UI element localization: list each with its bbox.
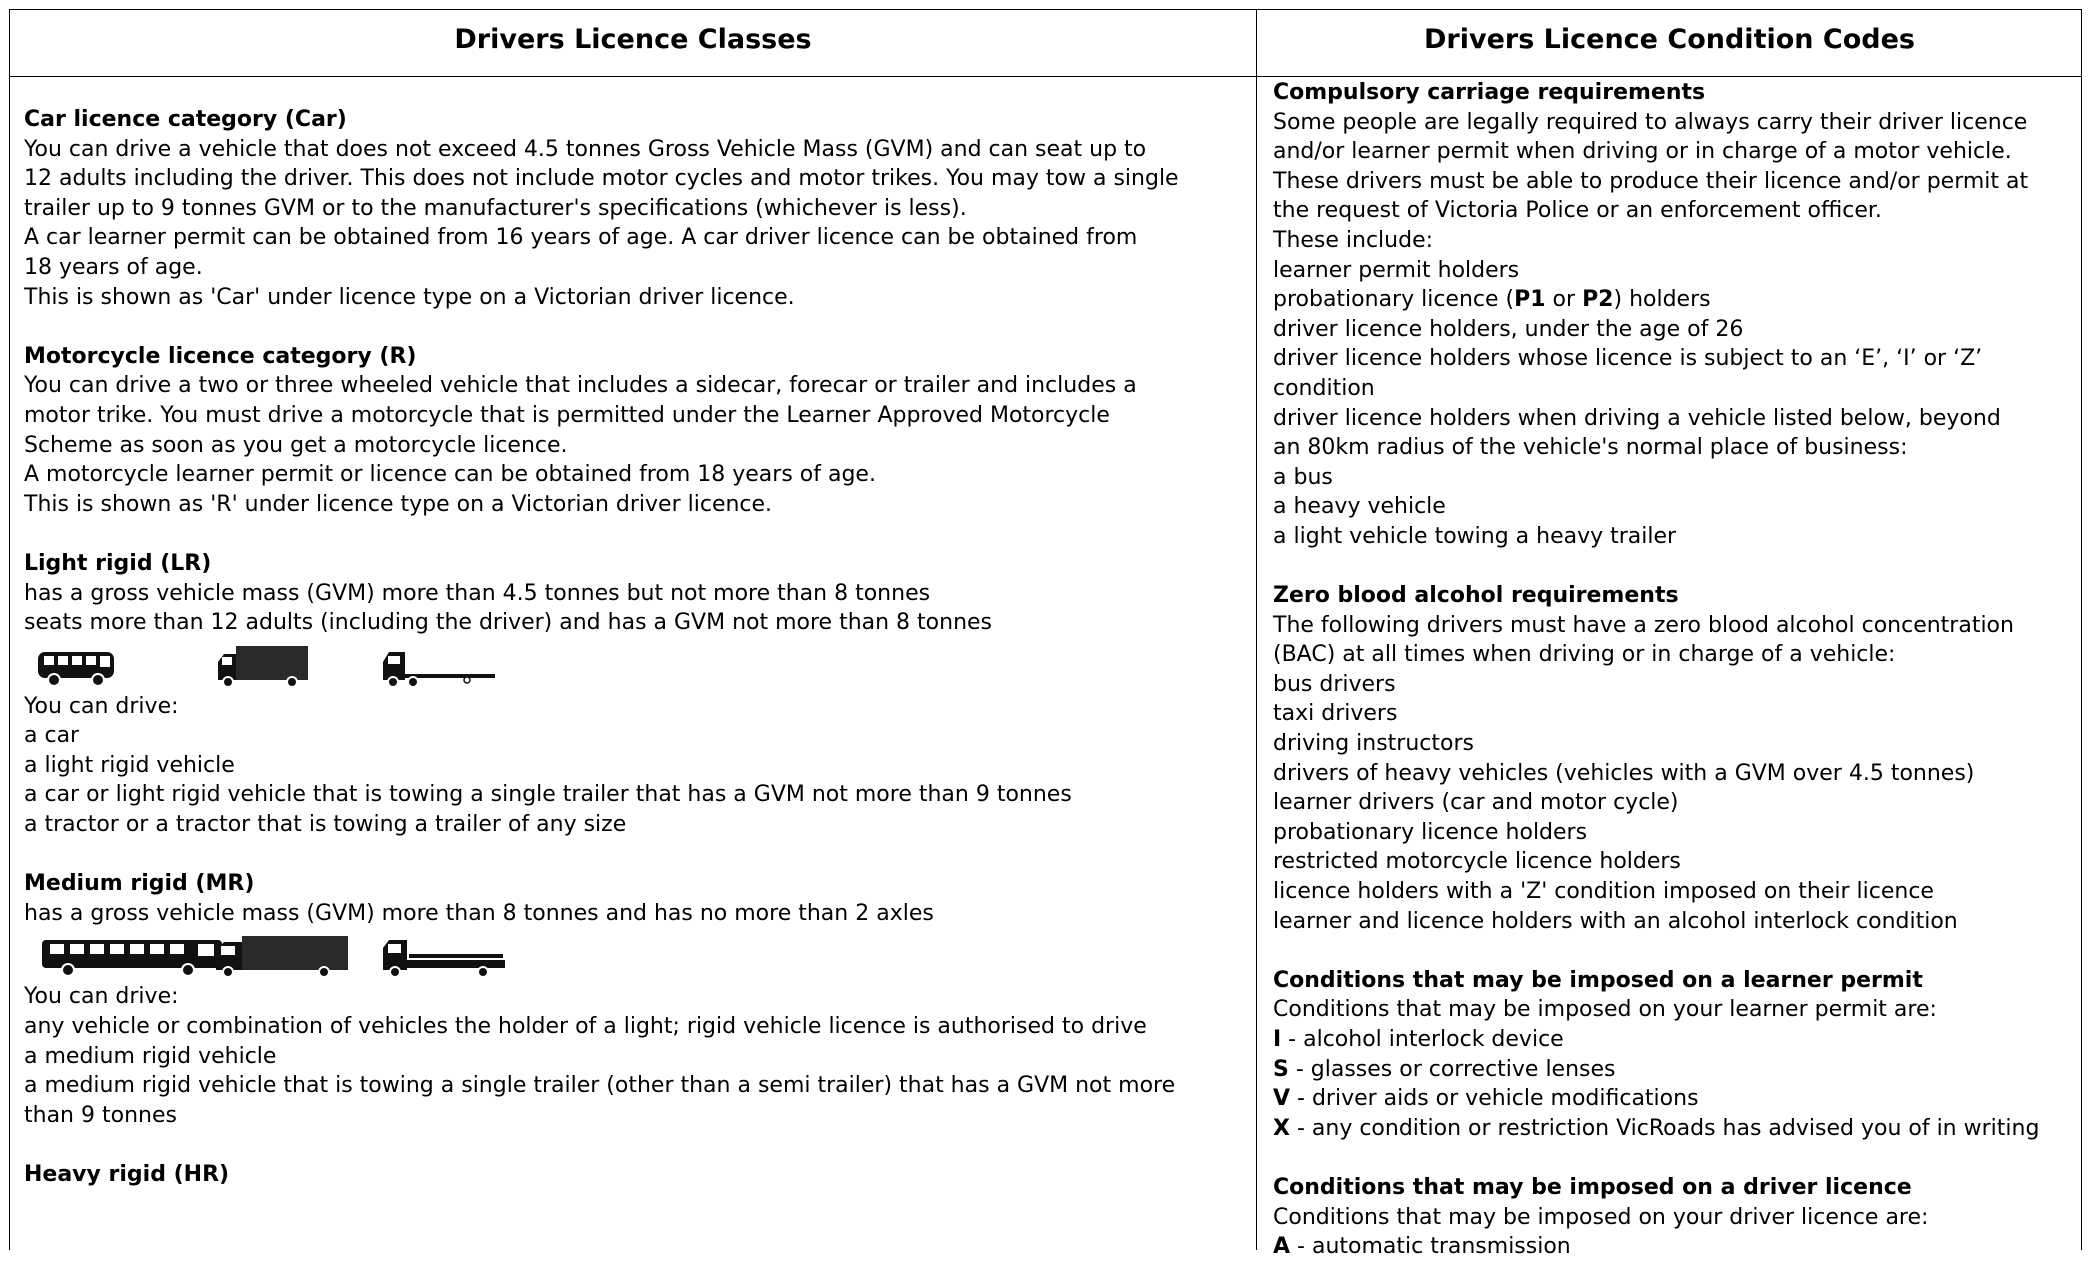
- bus-icon: [38, 934, 228, 978]
- carriage-text-line: These drivers must be able to produce their licence and/or permit at: [1273, 168, 2029, 194]
- medium-truck-icon: [212, 934, 352, 978]
- light-rigid-text-line: has a gross vehicle mass (GVM) more than 4.5 tonnes but not more than 8 tonnes: [24, 580, 931, 606]
- light-rigid-vehicle-icons: [24, 644, 1244, 688]
- light-rigid-drive-line: You can drive:: [24, 693, 179, 719]
- carriage-text-line: the request of Victoria Police or an enforcement officer.: [1273, 198, 1882, 224]
- section-title-heavy-rigid: Heavy rigid (HR): [24, 1162, 230, 1187]
- p2-code: P2: [1582, 287, 1614, 313]
- section-title-car: Car licence category (Car): [24, 107, 347, 132]
- car-text-line: You can drive a vehicle that does not exceed 4.5 tonnes Gross Vehicle Mass (GVM) and can seat up to: [24, 136, 1147, 162]
- condition-description: - driver aids or vehicle modifications: [1290, 1086, 1699, 1112]
- spacer: [24, 519, 1244, 549]
- section-title-alcohol: Zero blood alcohol requirements: [1273, 583, 1679, 609]
- flatbed-truck-icon: [379, 934, 509, 978]
- light-rigid-drive-line: a tractor or a tractor that is towing a trailer of any size: [24, 812, 627, 838]
- licence-classes-column: [24, 105, 1244, 1190]
- probationary-line: [1273, 285, 2073, 315]
- alcohol-text-line: The following drivers must have a zero blood alcohol concentration: [1273, 612, 2014, 638]
- alcohol-text-line: probationary licence holders: [1273, 819, 1588, 845]
- tow-truck-icon: [379, 644, 499, 688]
- p1-code: P1: [1514, 287, 1546, 313]
- motorcycle-text-line: Scheme as soon as you get a motorcycle licence.: [24, 432, 568, 458]
- medium-rigid-drive-line: than 9 tonnes: [24, 1102, 177, 1128]
- medium-rigid-drive-line: You can drive:: [24, 984, 179, 1010]
- condition-code-row: [1273, 1114, 2073, 1144]
- condition-codes-column: [1273, 78, 2073, 1262]
- probationary-text: probationary licence (: [1273, 287, 1515, 313]
- alcohol-text-line: learner and licence holders with an alcohol interlock condition: [1273, 908, 1958, 934]
- condition-description: - alcohol interlock device: [1281, 1027, 1564, 1052]
- section-title-light-rigid: Light rigid (LR): [24, 550, 212, 576]
- carriage-text-line: driver licence holders whose licence is subject to an ‘E’, ‘I’ or ‘Z’: [1273, 346, 1983, 372]
- section-title-learner-conditions: Conditions that may be imposed on a learner permit: [1273, 967, 1923, 993]
- car-text-line: A car learner permit can be obtained from 16 years of age. A car driver licence can be obtained from: [24, 225, 1138, 251]
- alcohol-text-line: (BAC) at all times when driving or in charge of a vehicle:: [1273, 642, 1896, 668]
- alcohol-text-line: licence holders with a 'Z' condition imposed on their licence: [1273, 879, 1934, 905]
- section-title-medium-rigid: Medium rigid (MR): [24, 871, 255, 897]
- medium-rigid-drive-line: a medium rigid vehicle: [24, 1043, 277, 1069]
- motorcycle-text-line: motor trike. You must drive a motorcycle that is permitted under the Learner Approved Motorcycle: [24, 402, 1110, 428]
- medium-rigid-vehicle-icons: [24, 934, 1244, 978]
- light-rigid-drive-line: a light rigid vehicle: [24, 752, 235, 778]
- medium-rigid-text-line: has a gross vehicle mass (GVM) more than 8 tonnes and has no more than 2 axles: [24, 900, 934, 926]
- condition-description: - glasses or corrective lenses: [1288, 1056, 1616, 1082]
- section-title-motorcycle: Motorcycle licence category (R): [24, 343, 417, 369]
- spacer: [1273, 1143, 2073, 1173]
- section-title-carriage: Compulsory carriage requirements: [1273, 80, 1706, 105]
- medium-rigid-drive-line: any vehicle or combination of vehicles the holder of a light; rigid vehicle licence is authorised to drive: [24, 1014, 1147, 1040]
- car-text-line: trailer up to 9 tonnes GVM or to the manufacturer's specifications (whichever is less).: [24, 195, 967, 221]
- carriage-text-line: a light vehicle towing a heavy trailer: [1273, 523, 1677, 549]
- motorcycle-text-line: This is shown as 'R' under licence type on a Victorian driver licence.: [24, 491, 773, 517]
- motorcycle-text-line: You can drive a two or three wheeled vehicle that includes a sidecar, forecar or trailer and includes a: [24, 373, 1137, 399]
- condition-code: S: [1273, 1056, 1289, 1082]
- header-licence-classes: Drivers Licence Classes: [454, 24, 812, 55]
- condition-code-row: [1273, 1232, 2073, 1262]
- alcohol-text-line: taxi drivers: [1273, 701, 1398, 727]
- carriage-text-line: a heavy vehicle: [1273, 494, 1446, 520]
- light-truck-icon: [214, 644, 310, 688]
- condition-code: A: [1273, 1234, 1291, 1260]
- alcohol-text-line: bus drivers: [1273, 671, 1396, 697]
- condition-description: - any condition or restriction VicRoads has advised you of in writing: [1289, 1115, 2040, 1141]
- carriage-text-line: driver licence holders when driving a vehicle listed below, beyond: [1273, 405, 2001, 431]
- alcohol-text-line: learner drivers (car and motor cycle): [1273, 790, 1679, 816]
- spacer: [1273, 936, 2073, 966]
- condition-code: V: [1273, 1086, 1291, 1112]
- carriage-text-line: These include:: [1273, 227, 1434, 253]
- medium-rigid-drive-line: a medium rigid vehicle that is towing a single trailer (other than a semi trailer) that has a GVM not more: [24, 1073, 1176, 1099]
- condition-code-row: [1273, 1084, 2073, 1114]
- motorcycle-text-line: A motorcycle learner permit or licence can be obtained from 18 years of age.: [24, 462, 876, 488]
- light-rigid-drive-line: a car or light rigid vehicle that is towing a single trailer that has a GVM not more than 9 tonnes: [24, 782, 1072, 808]
- probationary-text: or: [1545, 287, 1583, 313]
- licence-intro: Conditions that may be imposed on your driver licence are:: [1273, 1204, 1929, 1230]
- learner-intro: Conditions that may be imposed on your learner permit are:: [1273, 997, 1937, 1023]
- carriage-text-line: condition: [1273, 375, 1375, 401]
- light-rigid-drive-line: a car: [24, 723, 80, 749]
- carriage-text-line: and/or learner permit when driving or in charge of a motor vehicle.: [1273, 139, 2012, 165]
- section-title-licence-conditions: Conditions that may be imposed on a driver licence: [1273, 1174, 1912, 1200]
- carriage-text-line: Some people are legally required to always carry their driver licence: [1273, 109, 2028, 135]
- alcohol-text-line: restricted motorcycle licence holders: [1273, 849, 1681, 875]
- condition-code: X: [1273, 1115, 1290, 1141]
- car-text-line: 12 adults including the driver. This does not include motor cycles and motor trikes. You may tow a single: [24, 166, 1179, 192]
- spacer: [1273, 552, 2073, 582]
- alcohol-text-line: driving instructors: [1273, 731, 1474, 757]
- carriage-text-line: driver licence holders, under the age of 26: [1273, 316, 1744, 342]
- carriage-text-line: learner permit holders: [1273, 257, 1520, 283]
- carriage-text-line: an 80km radius of the vehicle's normal place of business:: [1273, 435, 1908, 461]
- car-text-line: 18 years of age.: [24, 254, 203, 280]
- header-condition-codes: Drivers Licence Condition Codes: [1424, 24, 1915, 55]
- condition-code-row: [1273, 1025, 2073, 1055]
- alcohol-text-line: drivers of heavy vehicles (vehicles with a GVM over 4.5 tonnes): [1273, 760, 1975, 786]
- light-rigid-text-line: seats more than 12 adults (including the driver) and has a GVM not more than 8 tonnes: [24, 610, 993, 636]
- header-divider: [9, 76, 2082, 77]
- condition-code: I: [1273, 1027, 1282, 1052]
- car-text-line: This is shown as 'Car' under licence type on a Victorian driver licence.: [24, 284, 795, 310]
- minibus-icon: [34, 644, 120, 688]
- column-divider: [1256, 9, 1257, 1250]
- spacer: [24, 840, 1244, 870]
- spacer: [24, 312, 1244, 342]
- carriage-text-line: a bus: [1273, 464, 1333, 490]
- condition-description: - automatic transmission: [1290, 1234, 1571, 1260]
- condition-code-row: [1273, 1055, 2073, 1085]
- probationary-text: ) holders: [1613, 287, 1711, 313]
- spacer: [24, 1130, 1244, 1160]
